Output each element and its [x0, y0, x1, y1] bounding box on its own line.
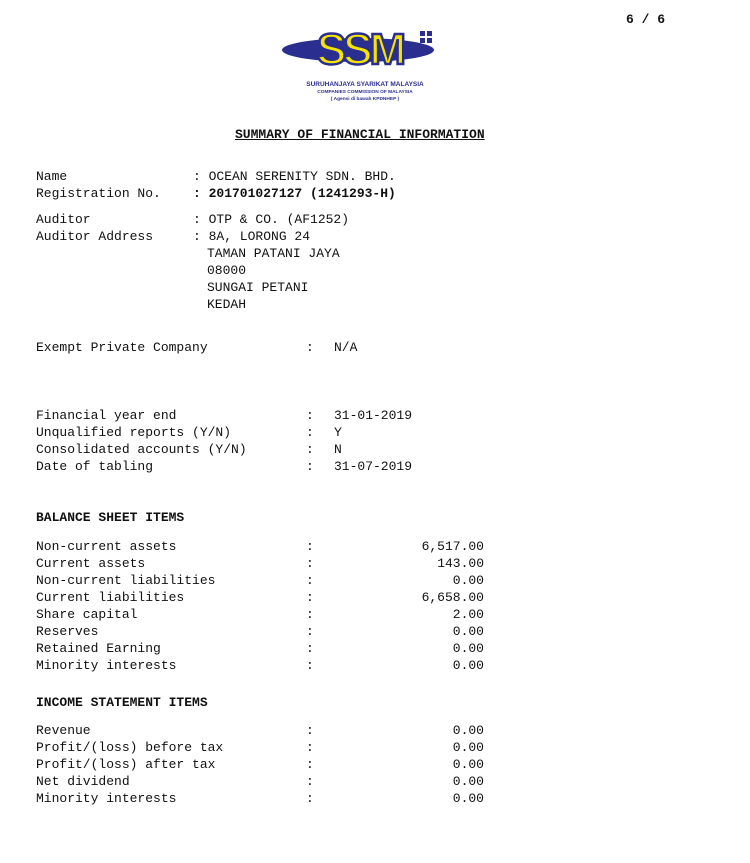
logo-line-1: SURUHANJAYA SYARIKAT MALAYSIA [306, 81, 424, 88]
registration-value: : 201701027127 (1241293-H) [193, 186, 396, 201]
is-row-colon: : [306, 791, 314, 806]
period-label: Unqualified reports (Y/N) [36, 425, 232, 440]
bs-row-label: Share capital [36, 607, 138, 622]
exempt-value: N/A [334, 340, 358, 355]
ssm-logo-icon [280, 18, 450, 80]
bs-row-colon: : [306, 539, 314, 554]
bs-row-colon: : [306, 641, 314, 656]
bs-row-colon: : [306, 624, 314, 639]
bs-row-label: Current assets [36, 556, 146, 571]
name-value: : OCEAN SERENITY SDN. BHD. [193, 169, 396, 184]
period-value: 31-07-2019 [334, 459, 413, 474]
exempt-colon: : [306, 340, 314, 355]
period-colon: : [306, 442, 314, 457]
period-colon: : [306, 459, 314, 474]
bs-row-value: 6,658.00 [421, 590, 484, 605]
bs-row-label: Non-current assets [36, 539, 177, 554]
period-value: N [334, 442, 342, 457]
bs-row-value: 0.00 [452, 573, 484, 588]
bs-row-value: 6,517.00 [421, 539, 484, 554]
logo-line-2: COMPANIES COMMISSION OF MALAYSIA [317, 90, 413, 95]
bs-row-value: 143.00 [437, 556, 484, 571]
bs-row-value: 0.00 [452, 641, 484, 656]
page-title: SUMMARY OF FINANCIAL INFORMATION [235, 127, 485, 142]
bs-row-colon: : [306, 607, 314, 622]
is-row-value: 0.00 [452, 740, 484, 755]
is-row-label: Revenue [36, 723, 91, 738]
bs-row-label: Reserves [36, 624, 99, 639]
auditor-address-line-2: TAMAN PATANI JAYA [207, 246, 340, 261]
ssm-logo [280, 18, 450, 110]
is-row-colon: : [306, 757, 314, 772]
period-value: 31-01-2019 [334, 408, 413, 423]
auditor-address-line-4: SUNGAI PETANI [207, 280, 309, 295]
auditor-address-line-5: KEDAH [207, 297, 247, 312]
bs-row-label: Retained Earning [36, 641, 161, 656]
auditor-label: Auditor [36, 212, 91, 227]
is-row-value: 0.00 [452, 791, 484, 806]
is-row-colon: : [306, 740, 314, 755]
is-row-label: Minority interests [36, 791, 177, 806]
bs-row-colon: : [306, 556, 314, 571]
registration-label: Registration No. [36, 186, 161, 201]
is-row-label: Profit/(loss) before tax [36, 740, 224, 755]
is-row-value: 0.00 [452, 774, 484, 789]
bs-row-colon: : [306, 573, 314, 588]
income-statement-heading: INCOME STATEMENT ITEMS [36, 695, 208, 710]
exempt-label: Exempt Private Company [36, 340, 208, 355]
logo-line-3: ( Agensi di bawah KPDNHEP ) [330, 97, 400, 102]
bs-row-colon: : [306, 590, 314, 605]
is-row-colon: : [306, 723, 314, 738]
period-colon: : [306, 408, 314, 423]
is-row-label: Net dividend [36, 774, 130, 789]
balance-sheet-heading: BALANCE SHEET ITEMS [36, 510, 185, 525]
bs-row-value: 0.00 [452, 658, 484, 673]
bs-row-label: Current liabilities [36, 590, 185, 605]
period-value: Y [334, 425, 342, 440]
is-row-label: Profit/(loss) after tax [36, 757, 216, 772]
bs-row-value: 0.00 [452, 624, 484, 639]
bs-row-colon: : [306, 658, 314, 673]
name-label: Name [36, 169, 68, 184]
auditor-address-line-1: : 8A, LORONG 24 [193, 229, 311, 244]
period-label: Date of tabling [36, 459, 154, 474]
auditor-value: : OTP & CO. (AF1252) [193, 212, 350, 227]
period-label: Financial year end [36, 408, 177, 423]
svg-text:SSM: SSM [316, 25, 404, 74]
bs-row-value: 2.00 [452, 607, 484, 622]
period-colon: : [306, 425, 314, 440]
period-label: Consolidated accounts (Y/N) [36, 442, 247, 457]
auditor-address-line-3: 08000 [207, 263, 247, 278]
page-number: 6 / 6 [626, 12, 666, 27]
is-row-value: 0.00 [452, 723, 484, 738]
is-row-value: 0.00 [452, 757, 484, 772]
bs-row-label: Non-current liabilities [36, 573, 216, 588]
auditor-address-label: Auditor Address [36, 229, 154, 244]
is-row-colon: : [306, 774, 314, 789]
bs-row-label: Minority interests [36, 658, 177, 673]
